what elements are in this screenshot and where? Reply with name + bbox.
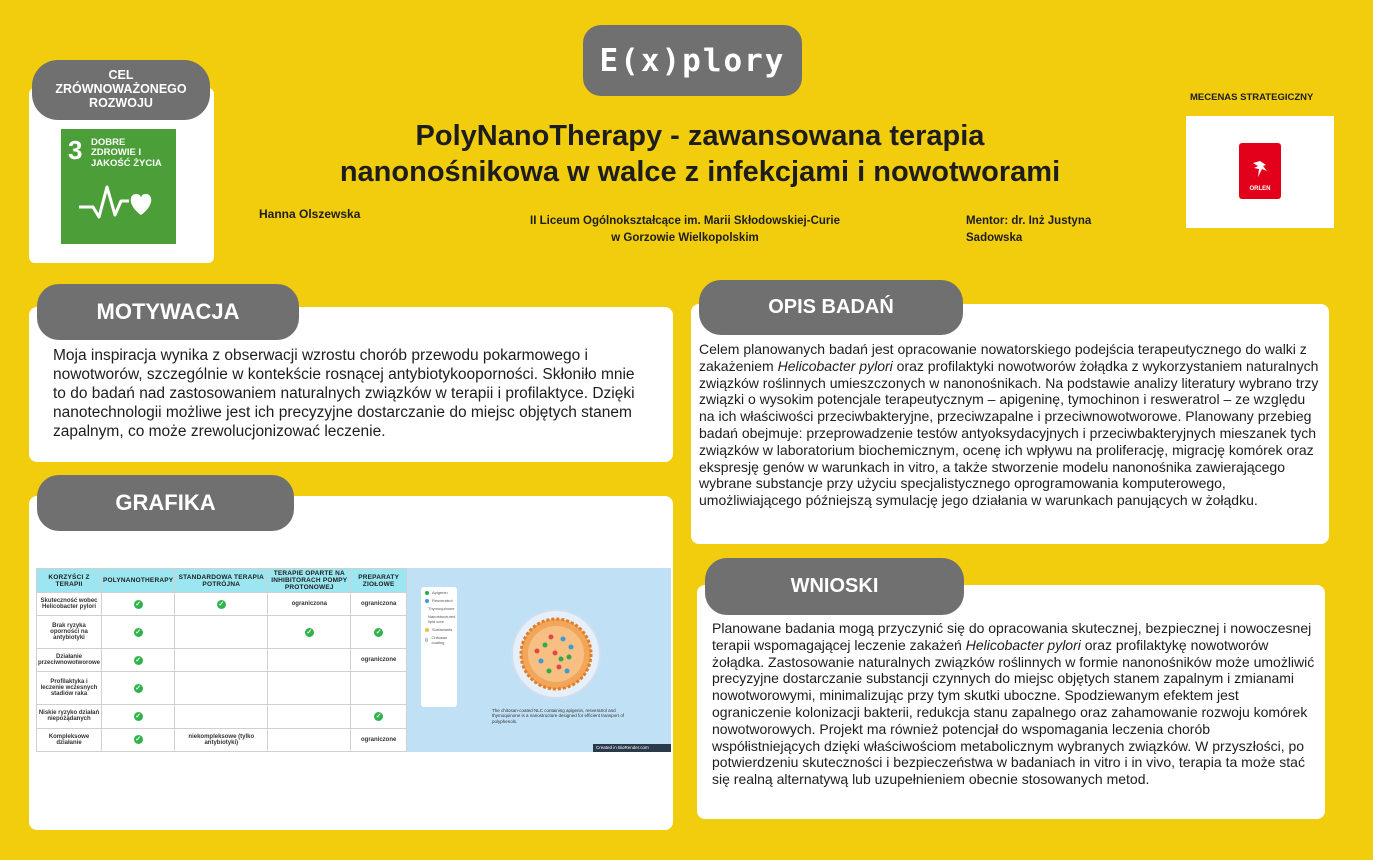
mentor-line-2: Sadowska xyxy=(966,231,1023,244)
check-icon: ✓ xyxy=(135,736,142,744)
legend-item: Surfactants xyxy=(425,627,453,632)
legend-item: Chitosan coating xyxy=(425,635,453,645)
mentor-name xyxy=(966,213,1091,246)
row-label: Kompleksowe działanie xyxy=(37,728,102,751)
legend-item: Resveratrol xyxy=(425,598,453,603)
check-icon: ✓ xyxy=(135,656,142,664)
table-cell xyxy=(268,616,351,649)
row-label: Brak ryzyka oporności na antybiotyki xyxy=(37,616,102,649)
check-icon: ✓ xyxy=(375,628,382,636)
opis-text-italic: Helicobacter pylori xyxy=(777,357,893,374)
legend-dot xyxy=(425,638,428,642)
table-cell: ograniczona xyxy=(351,593,407,616)
table-cell xyxy=(102,705,175,728)
figure-caption: The chitosan-coated NLC containing apigenin, resveratrol and thymoquinone is a nanostructure designed for efficient transport of polyphenols. xyxy=(492,708,624,724)
wnioski-text-italic: Helicobacter pylori xyxy=(965,636,1081,653)
sdg-goal-tile xyxy=(61,129,176,244)
sdg-label: CEL ZRÓWNOWAŻONEGO ROZWOJU xyxy=(32,60,210,120)
table-row xyxy=(37,616,407,649)
check-icon: ✓ xyxy=(135,600,142,608)
school-name xyxy=(470,213,900,246)
row-label: Działanie przeciwnowotworowe xyxy=(37,649,102,672)
opis-heading: OPIS BADAŃ xyxy=(699,280,963,335)
check-icon: ✓ xyxy=(375,712,382,720)
table-cell xyxy=(351,705,407,728)
motywacja-heading: MOTYWACJA xyxy=(37,284,299,340)
opis-text-part-1: Celem planowanych badań jest opracowanie nowatorskiego podejścia terapeutycznego do walki z zakażeniem xyxy=(699,341,1307,374)
table-cell: niekompleksowe (tylko antybiotyki) xyxy=(175,728,268,751)
orlen-logo-box xyxy=(1186,116,1334,228)
table-cell xyxy=(351,616,407,649)
table-row xyxy=(37,649,407,672)
table-cell xyxy=(175,593,268,616)
orlen-brand-name: ORLEN xyxy=(1249,186,1271,192)
table-row xyxy=(37,728,407,751)
legend-item: Thymoquinone xyxy=(428,606,455,611)
legend-dot xyxy=(425,628,429,632)
author-name: Hanna Olszewska xyxy=(259,207,361,221)
row-label: Skuteczność wobec Helicobacter pylori xyxy=(37,593,102,616)
title-line-2: nanonośnikowa w walce z infekcjami i nowotworami xyxy=(339,156,1061,189)
opis-text xyxy=(699,341,1319,509)
table-cell xyxy=(268,728,351,751)
legend-dot xyxy=(425,599,429,603)
table-cell: ograniczone xyxy=(351,728,407,751)
table-cell xyxy=(102,593,175,616)
check-icon: ✓ xyxy=(135,712,142,720)
table-cell xyxy=(268,649,351,672)
table-header: TERAPIE OPARTE NA INHIBITORACH POMPY PROTONOWEJ xyxy=(268,569,351,593)
table-row xyxy=(37,593,407,616)
wnioski-heading: WNIOSKI xyxy=(705,558,964,615)
orlen-eagle-icon xyxy=(1249,159,1271,181)
table-header: STANDARDOWA TERAPIA POTRÓJNA xyxy=(175,569,268,593)
figure-legend xyxy=(421,587,457,707)
sdg-title: DOBRE ZDROWIE I JAKOŚĆ ŻYCIA xyxy=(91,137,162,169)
wnioski-text xyxy=(712,620,1322,788)
nanocarrier-figure xyxy=(407,568,671,752)
legend-dot xyxy=(425,591,429,595)
wnioski-text-part-1: Planowane badania mogą przyczynić się do opracowania skutecznej, bezpiecznej i nowoczesnej terapii wspomagającej leczenie zakażeń xyxy=(712,620,1312,653)
check-icon: ✓ xyxy=(135,684,142,692)
motywacja-text: Moja inspiracja wynika z obserwacji wzrostu chorób przewodu pokarmowego i nowotworów, szczególnie w kontekście rosnącej antybiotykooporności. Skłoniło mnie to do badań nad zastosowaniem naturalnych związków w terapii i profilaktyce. Dzięki nanotechnologii możliwe jest ich precyzyjne dostarczanie do miejsc objętych stanem zapalnym, co może zrewolucjonizować leczenie. xyxy=(53,347,635,440)
table-header: KORZYŚCI Z TERAPII xyxy=(37,569,102,593)
table-cell xyxy=(268,672,351,705)
table-cell xyxy=(351,672,407,705)
explory-logo: E(x)plory xyxy=(583,25,802,96)
table-header-row xyxy=(37,569,407,593)
school-line-1: II Liceum Ogólnokształcące im. Marii Skłodowskiej-Curie xyxy=(530,215,840,227)
table-cell xyxy=(102,616,175,649)
table-cell xyxy=(102,649,175,672)
check-icon: ✓ xyxy=(135,628,142,636)
wnioski-text-part-2: oraz profilaktykę nowotworów żołądka. Zastosowanie naturalnych związków roślinnych w formie nanonośników może umożliwić precyzyjne dostarczanie substancji czynnych do miejsc objętych stanem zapalnym i zmianami nowotworowymi, minimalizując przy tym skutki uboczne. Spodziewanym efektem jest ograniczenie kolonizacji bakterii, redukcja stanu zapalnego oraz zahamowanie rozwoju komórek nowotworowych. Projekt ma również potencjał do wspomagania leczenia chorób współistniejących dzięki właściwościom metabolicznym wybranych związków. W przyszłości, po potwierdzeniu skuteczności i bezpieczeństwa w badaniach in vitro i in vivo, terapia ta może stać się realną alternatywą lub uzupełnieniem obecnie stosowanych metod. xyxy=(712,636,1315,788)
table-header: POLYNANOTHERAPY xyxy=(102,569,175,593)
school-line-2: w Gorzowie Wielkopolskim xyxy=(611,231,759,244)
legend-item: Apigenin xyxy=(425,590,453,595)
table-row xyxy=(37,672,407,705)
heartbeat-heart-icon xyxy=(77,181,161,223)
row-label: Profilaktyka i leczenie wczesnych stadiów raka xyxy=(37,672,102,705)
row-label: Niskie ryzyko działań niepożądanych xyxy=(37,705,102,728)
check-icon: ✓ xyxy=(218,600,225,608)
opis-text-part-2: oraz profilaktyki nowotworów żołądka z wykorzystaniem naturalnych związków roślinnych umieszczonych w nanonośnikach. Na podstawie analizy literatury wybrano trzy związki o wysokim potencjale terapeutycznym – apigeninę, tymochinon i resweratrol – ze względu na ich właściwości przeciwbakteryjne, przeciwzapalne i przeciwnowotworowe. Planowany przebieg badań obejmuje: przeprowadzenie testów antyoksydacyjnych i przeciwbakteryjnych mieszanek tych związków w laboratorium biochemicznym, ocenę ich wpływu na proliferację, migrację komórek oraz ekspresję genów w warunkach in vitro, a także stworzenie modelu nanonośnika zawierającego wybrane substancje przy użyciu specjalistycznego oprogramowania komputerowego, umożliwiającego późniejszą symulację jego działania w warunkach panujących w żołądku. xyxy=(699,357,1319,509)
nanoparticle-illustration xyxy=(511,609,601,699)
comparison-table xyxy=(36,568,407,752)
table-header: PREPARATY ZIOŁOWE xyxy=(351,569,407,593)
orlen-logo xyxy=(1239,143,1281,199)
table-cell xyxy=(175,672,268,705)
table-row xyxy=(37,705,407,728)
poster-title xyxy=(260,118,1140,191)
check-icon: ✓ xyxy=(306,628,313,636)
mentor-line-1: Mentor: dr. Inż Justyna xyxy=(966,215,1092,227)
table-cell xyxy=(175,705,268,728)
table-cell: ograniczone xyxy=(351,649,407,672)
table-cell xyxy=(102,728,175,751)
table-cell: ograniczona xyxy=(268,593,351,616)
table-cell xyxy=(175,616,268,649)
biorender-credit: Created in BioRender.com xyxy=(593,744,671,752)
table-cell xyxy=(268,705,351,728)
sponsor-label: MECENAS STRATEGICZNY xyxy=(1190,92,1314,103)
grafika-heading: GRAFIKA xyxy=(37,475,294,531)
table-cell xyxy=(102,672,175,705)
legend-item: Nanostructured lipid core xyxy=(428,614,456,624)
table-cell xyxy=(175,649,268,672)
sdg-number: 3 xyxy=(68,135,83,165)
title-line-1: PolyNanoTherapy - zawansowana terapia xyxy=(415,120,985,152)
